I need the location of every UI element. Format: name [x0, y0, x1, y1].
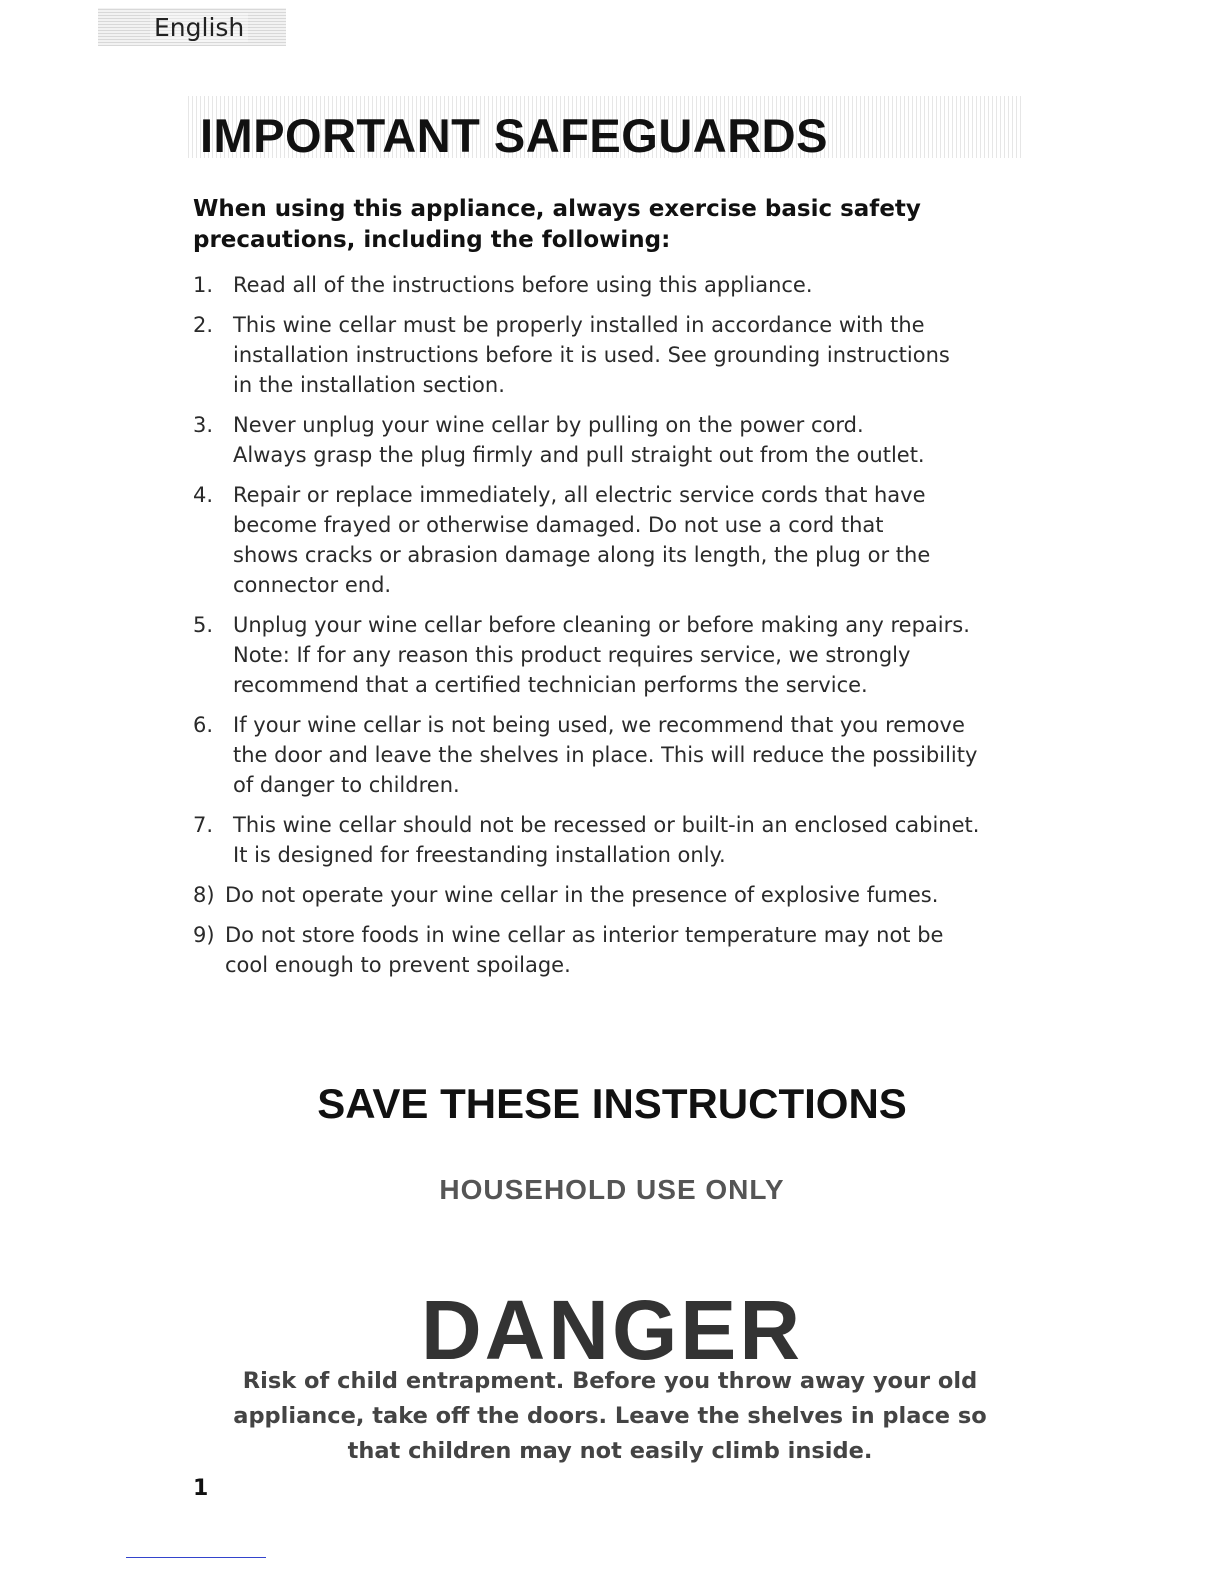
save-instructions-heading: SAVE THESE INSTRUCTIONS	[317, 1080, 907, 1127]
language-tab	[98, 8, 286, 46]
list-item	[193, 270, 1033, 300]
item-text: Unplug your wine cellar before cleaning or before making any repairs. Note: If for any reason this product requires service, we strongly recommend that a certified technician performs the service.	[233, 613, 970, 697]
item-text: Read all of the instructions before using this appliance.	[233, 273, 813, 297]
list-item	[193, 920, 1033, 980]
list-item	[193, 410, 1033, 470]
item-number: 3.	[193, 413, 214, 437]
intro-text: When using this appliance, always exercise basic safety precautions, including the following:	[193, 196, 921, 253]
item-number: 6.	[193, 713, 214, 737]
list-item	[193, 480, 1033, 600]
item-text: Do not operate your wine cellar in the presence of explosive fumes.	[225, 883, 939, 907]
item-number: 9)	[193, 923, 215, 947]
list-item	[193, 610, 1033, 700]
list-item	[193, 710, 1033, 800]
item-text: Do not store foods in wine cellar as interior temperature may not be cool enough to prevent spoilage.	[225, 923, 944, 977]
item-text: This wine cellar must be properly installed in accordance with the installation instructions before it is used. See grounding instructions in the installation section.	[233, 313, 950, 397]
language-label: English	[150, 13, 248, 42]
item-number: 5.	[193, 613, 214, 637]
item-number: 2.	[193, 313, 214, 337]
item-text: This wine cellar should not be recessed or built-in an enclosed cabinet. It is designed for freestanding installation only.	[233, 813, 980, 867]
danger-warning-text: Risk of child entrapment. Before you throw away your old appliance, take off the doors. Leave the shelves in place so that children may not easily climb inside.	[233, 1368, 987, 1464]
item-number: 8)	[193, 883, 215, 907]
list-item	[193, 310, 1033, 400]
danger-heading: DANGER	[420, 1283, 803, 1377]
item-text: If your wine cellar is not being used, we recommend that you remove the door and leave the shelves in place. This will reduce the possibility of danger to children.	[233, 713, 978, 797]
page-number: 1	[193, 1476, 209, 1501]
page-title: IMPORTANT SAFEGUARDS	[200, 109, 828, 162]
list-item	[193, 880, 1033, 910]
item-number: 4.	[193, 483, 214, 507]
item-text: Never unplug your wine cellar by pulling on the power cord. Always grasp the plug firmly and pull straight out from the outlet.	[233, 413, 925, 467]
safeguard-list	[193, 270, 1033, 980]
item-number: 7.	[193, 813, 214, 837]
household-use-label: HOUSEHOLD USE ONLY	[439, 1174, 785, 1205]
footer-rule	[126, 1557, 266, 1558]
item-number: 1.	[193, 273, 214, 297]
item-text: Repair or replace immediately, all electric service cords that have become frayed or otherwise damaged. Do not use a cord that shows cracks or abrasion damage along its length, the plug or the connector end.	[233, 483, 931, 597]
list-item	[193, 810, 1033, 870]
